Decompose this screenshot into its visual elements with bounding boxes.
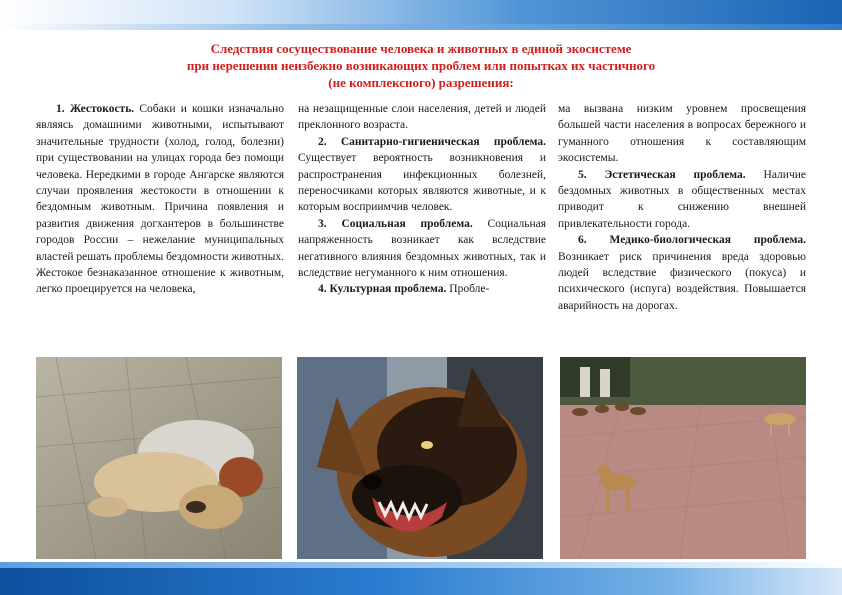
text-column-1 — [36, 101, 284, 298]
stray-dogs-square-photo — [560, 357, 806, 559]
text-social: Социальная напряженность возникает как вследствие негативного влияния бездомных животных, так и вследствие негуманного к ним отношения. — [298, 217, 546, 280]
title-line-1: Следствия сосуществование человека и животных в единой экосистеме — [210, 41, 632, 56]
text-medical: Возникает риск причинения вреда здоровью людей вследствие физического (покуса) и психического (испуга) воздействия. Повышается аварийность на дорогах. — [558, 250, 806, 312]
paragraph-medical — [558, 232, 806, 314]
bottom-banner — [0, 562, 842, 595]
heading-cruelty: 1. Жестокость. — [56, 103, 135, 115]
text-cruelty: Собаки и кошки изначально являясь домашними животными, испытывают значительные трудности (холод, голод, болезни) при существовании на улицах города без помощи человека. Нередкими в городе Ангарске являются случаи проявления жестокости в отношении к бездомным животным. Причина появления и развития движения догхантеров в большинстве городов России – нежелание муниципальных властей решать проблемы бездомности животных. Жестокое безнаказанное отношение к животным, легко проецируется на человека, — [36, 103, 284, 296]
text-column-2 — [298, 101, 546, 298]
title-line-3: (не комплексного) разрешения: — [328, 75, 514, 90]
heading-medical: 6. Медико-биологическая проблема. — [578, 234, 806, 247]
paragraph-social — [298, 216, 546, 282]
text-continuation-1: на незащищенные слои населения, детей и людей преклонного возраста. — [298, 103, 546, 132]
text-aesthetic: Наличие бездомных животных в общественных местах приводит к снижению внешней привлекательности города. — [558, 168, 806, 230]
top-banner — [0, 0, 842, 30]
page-title — [60, 40, 782, 91]
angry-dog-photo — [297, 357, 543, 559]
text-continuation-2: ма вызвана низким уровнем просвещения большей части населения в вопросах бережного и гуманного отношения к составляющим экосистемы. — [558, 103, 806, 165]
paragraph-aesthetic — [558, 167, 806, 233]
paragraph-continuation-2 — [558, 101, 806, 167]
bottom-banner-strip — [0, 562, 842, 568]
top-banner-strip — [0, 24, 842, 30]
text-cultural: Пробле- — [446, 283, 490, 296]
paragraph-continuation-1 — [298, 101, 546, 134]
heading-sanitary: 2. Санитарно-гигиеническая проблема. — [318, 135, 546, 148]
text-sanitary: Существует вероятность возникновения и распространения инфекционных болезней, переносчиками которых являются животные, и к которым восприимчив человек. — [298, 152, 546, 214]
paragraph-cruelty — [36, 101, 284, 298]
heading-social: 3. Социальная проблема. — [318, 217, 473, 230]
text-column-3 — [558, 101, 806, 314]
heading-aesthetic: 5. Эстетическая проблема. — [578, 168, 746, 181]
sleeping-puppies-photo — [36, 357, 282, 559]
heading-cultural: 4. Культурная проблема. — [318, 283, 447, 296]
title-line-2: при нерешении неизбежно возникающих проблем или попытках их частичного — [186, 58, 656, 73]
paragraph-sanitary — [298, 134, 546, 216]
paragraph-cultural — [298, 281, 546, 297]
